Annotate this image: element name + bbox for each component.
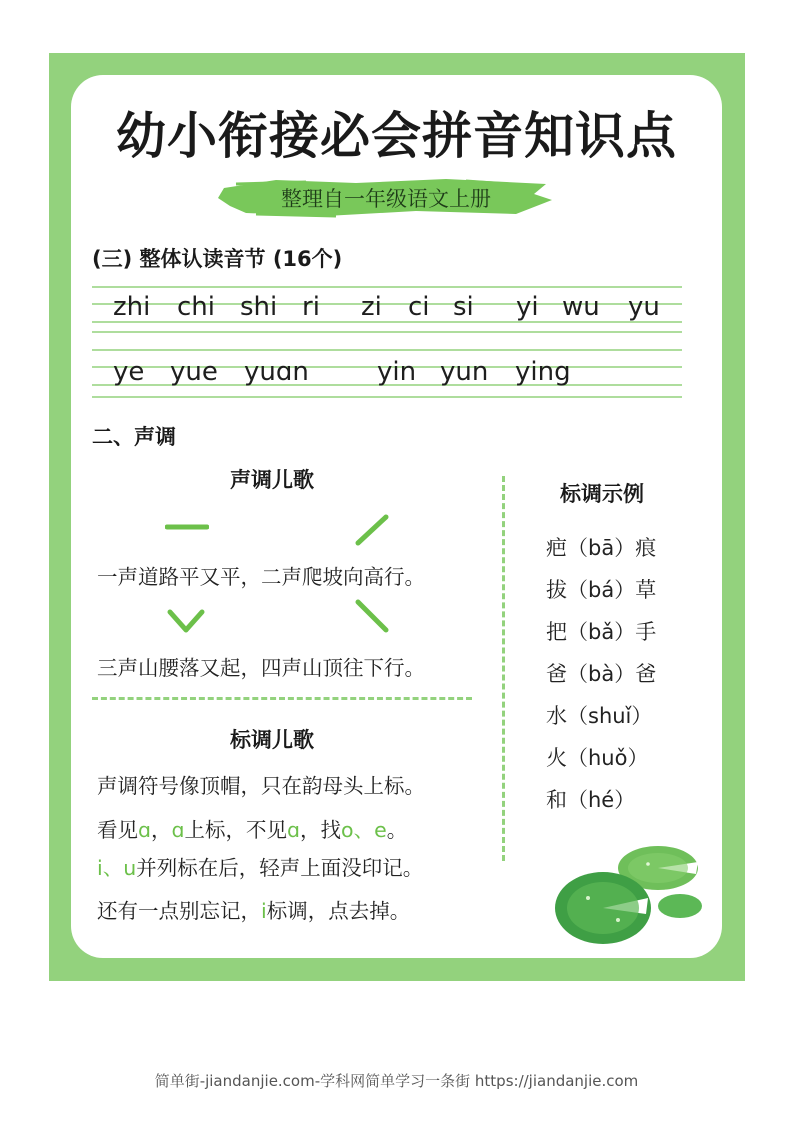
vowel-e-highlight: e <box>374 818 387 842</box>
vowel-u-highlight: u <box>123 856 137 880</box>
section3-heading: (三) 整体认读音节 (16个) <box>92 247 343 271</box>
syllable: zhi <box>113 292 151 322</box>
syllable: ci <box>408 292 430 322</box>
example-item: 拔（bá）草 <box>546 578 657 602</box>
text-part: 并列标在后，轻声上面没印记。 <box>136 856 424 880</box>
example-item: 把（bǎ）手 <box>546 620 657 644</box>
subtitle: 整理自一年级语文上册 <box>281 187 491 211</box>
examples-title: 标调示例 <box>560 482 644 506</box>
syllable: ri <box>302 292 320 322</box>
vowel-a-highlight: ɑ <box>171 818 185 842</box>
tone-song-title: 声调儿歌 <box>230 468 314 492</box>
fourth-tone-mark-icon <box>354 598 390 634</box>
text-part: 。 <box>386 818 408 842</box>
text-part: ， <box>151 818 172 842</box>
second-tone-mark-icon <box>354 513 390 547</box>
mark-song-line-1: 声调符号像顶帽，只在韵母头上标。 <box>97 774 425 798</box>
syllable: yue <box>170 357 218 387</box>
lotus-leaf-illustration <box>548 838 708 958</box>
syllable: yin <box>377 357 417 387</box>
example-item: 火（huǒ） <box>546 746 649 770</box>
example-item: 疤（bā）痕 <box>546 536 657 560</box>
text-part: 看见 <box>97 818 138 842</box>
vowel-o-highlight: o <box>341 818 354 842</box>
vertical-dashed-divider <box>502 476 505 861</box>
vowel-i-highlight: i <box>261 899 267 923</box>
horizontal-dashed-divider <box>92 697 472 700</box>
syllable: yi <box>516 292 539 322</box>
syllable: yu <box>628 292 660 322</box>
text-part: ，找 <box>300 818 342 842</box>
page-title: 幼小衔接必会拼音知识点 <box>116 107 677 165</box>
syllable: shi <box>240 292 278 322</box>
syllable: yuɑn <box>244 357 309 387</box>
example-item: 水（shuǐ） <box>546 704 653 728</box>
vowel-a-highlight: ɑ <box>287 818 301 842</box>
mark-song-line-4 <box>97 894 410 924</box>
tone-song-line-1: 一声道路平又平，二声爬坡向高行。 <box>97 565 425 589</box>
text-part: 还有一点别忘记， <box>97 899 261 923</box>
mark-song-line-3 <box>97 851 423 881</box>
mark-song-line-2 <box>97 813 407 843</box>
example-item: 和（hé） <box>546 788 636 812</box>
syllable: chi <box>177 292 215 322</box>
syllable: ye <box>113 357 145 387</box>
syllable: si <box>453 292 474 322</box>
mark-song-title: 标调儿歌 <box>230 728 314 752</box>
text-part: 标调，点去掉。 <box>266 899 411 923</box>
syllable: zi <box>361 292 382 322</box>
third-tone-mark-icon <box>166 606 206 636</box>
syllable: yun <box>440 357 489 387</box>
syllable: ying <box>515 357 571 387</box>
vowel-a-highlight: ɑ <box>138 818 152 842</box>
text-part: 、 <box>102 856 124 880</box>
footer-text: 简单街-jiandanjie.com-学科网简单学习一条街 https://jiandanjie.com <box>154 1072 639 1090</box>
section2-heading: 二、声调 <box>92 425 176 449</box>
text-part: 、 <box>353 818 375 842</box>
text-part: 上标，不见 <box>184 818 288 842</box>
example-item: 爸（bà）爸 <box>546 662 657 686</box>
tone-song-line-2: 三声山腰落又起，四声山顶往下行。 <box>97 656 425 680</box>
vowel-i-highlight: i <box>97 856 103 880</box>
first-tone-mark-icon <box>165 520 209 534</box>
syllable: wu <box>562 292 600 322</box>
